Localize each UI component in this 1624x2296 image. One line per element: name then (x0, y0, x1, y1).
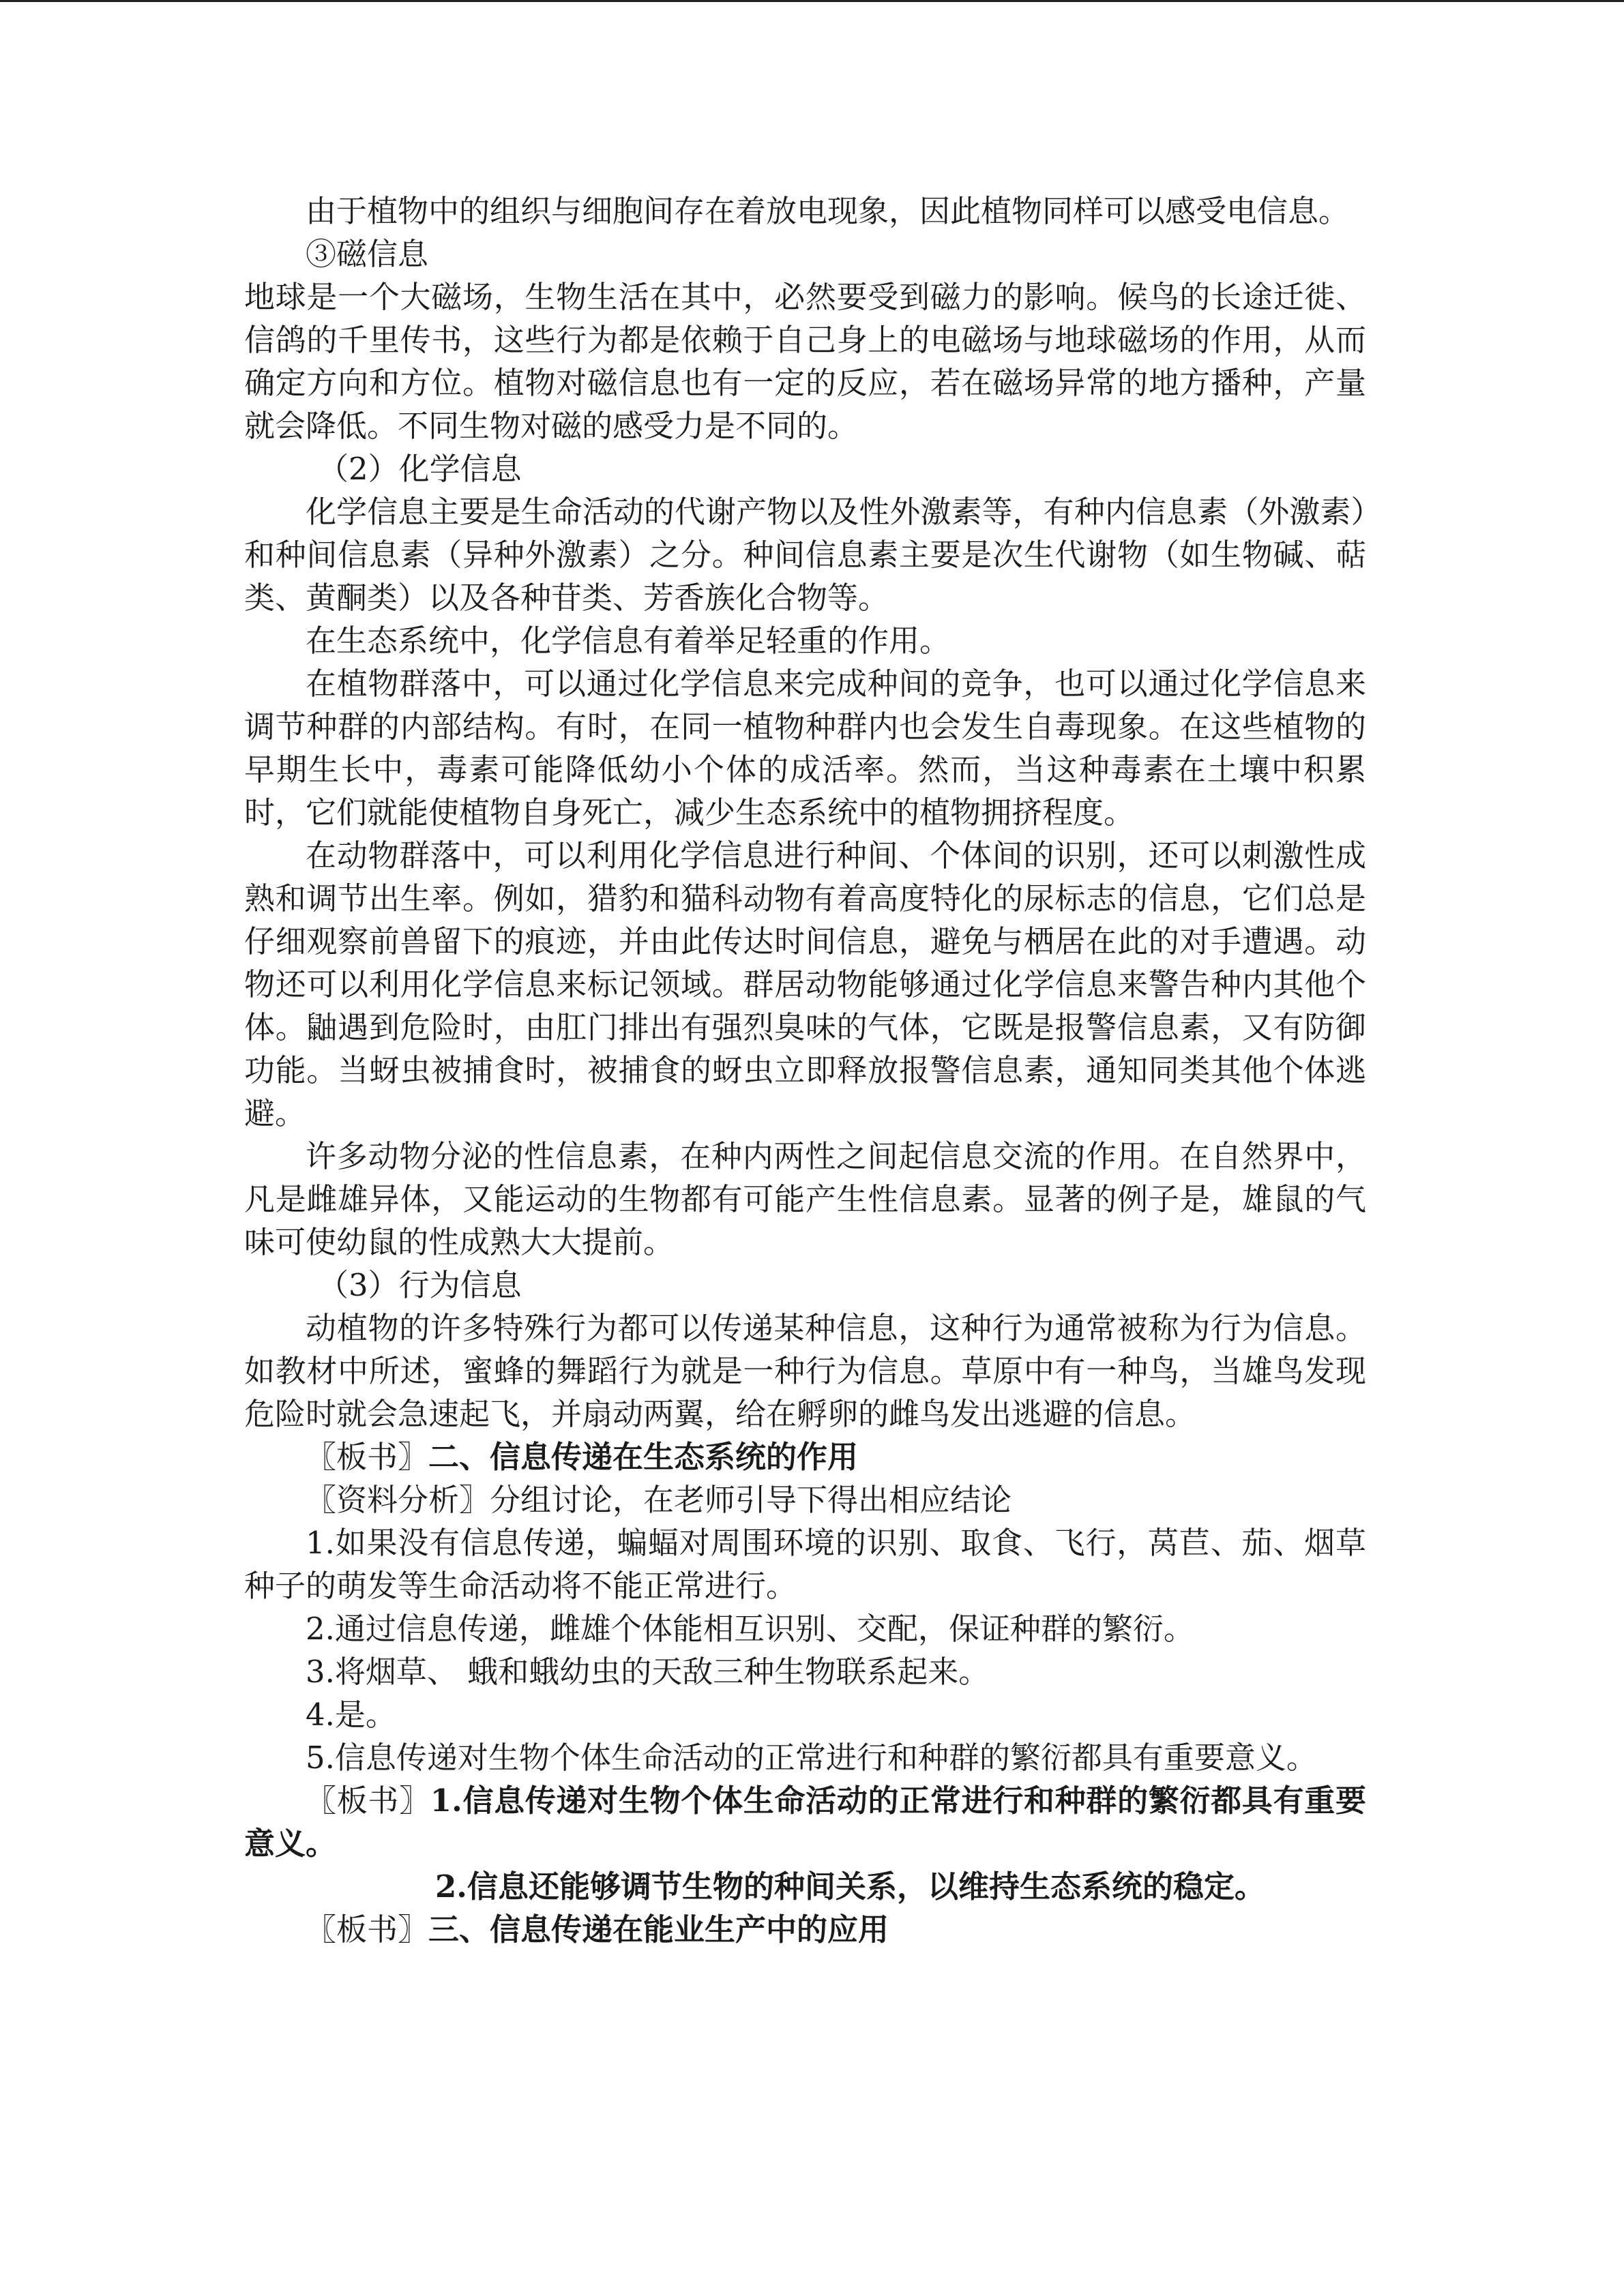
paragraph-chemical-role: 在生态系统中，化学信息有着举足轻重的作用。 (306, 623, 951, 659)
heading-chemical-info: （2）化学信息 (318, 451, 522, 487)
material-analysis (244, 1478, 1366, 1521)
answer-item: 4.是。 (306, 1697, 396, 1733)
board-label: 〖板书〗 (306, 1439, 429, 1475)
answer-item: 1.如果没有信息传递，蝙蝠对周围环境的识别、取食、飞行，莴苣、茄、烟草种子的萌发等生命活动将不能正常进行。 (244, 1525, 1366, 1604)
answer-item: 2.通过信息传递，雌雄个体能相互识别、交配，保证种群的繁衍。 (306, 1611, 1194, 1647)
material-analysis-label: 〖资料分析〗 (306, 1482, 490, 1518)
board-heading-application-text: 三、信息传递在能业生产中的应用 (428, 1911, 889, 1948)
board-label: 〖板书〗 (306, 1911, 429, 1948)
board-summary-point-1-text: 1.信息传递对生物个体生命活动的正常进行和种群的繁衍都具有重要意义。 (244, 1783, 1366, 1862)
answer-item: 5.信息传递对生物个体生命活动的正常进行和种群的繁衍都具有重要意义。 (306, 1740, 1317, 1776)
paragraph-electric-info: 由于植物中的组织与细胞间存在着放电现象，因此植物同样可以感受电信息。 (306, 193, 1350, 229)
board-heading-application (244, 1908, 1366, 1951)
paragraph-plant-community: 在植物群落中，可以通过化学信息来完成种间的竞争，也可以通过化学信息来调节种群的内部结构。有时，在同一植物种群内也会发生自毒现象。在这些植物的早期生长中，毒素可能降低幼小个体的成活率。然而，当这种毒素在土壤中积累时，它们就能使植物自身死亡，减少生态系统中的植物拥挤程度。 (244, 666, 1366, 831)
board-summary-point-1 (244, 1779, 1366, 1865)
board-label: 〖板书〗 (306, 1783, 430, 1819)
top-rule (0, 0, 1624, 2)
paragraph-sex-pheromone: 许多动物分泌的性信息素，在种内两性之间起信息交流的作用。在自然界中，凡是雌雄异体，又能运动的生物都有可能产生性信息素。显著的例子是，雄鼠的气味可使幼鼠的性成熟大大提前。 (244, 1138, 1366, 1260)
board-summary-point-2: 2.信息还能够调节生物的种间关系，以维持生态系统的稳定。 (435, 1868, 1265, 1905)
paragraph-animal-community: 在动物群落中，可以利用化学信息进行种间、个体间的识别，还可以刺激性成熟和调节出生率。例如，猎豹和猫科动物有着高度特化的尿标志的信息，它们总是仔细观察前兽留下的痕迹，并由此传达时间信息，避免与栖居在此的对手遭遇。动物还可以利用化学信息来标记领域。群居动物能够通过化学信息来警告种内其他个体。鼬遇到危险时，由肛门排出有强烈臭味的气体，它既是报警信息素，又有防御功能。当蚜虫被捕食时，被捕食的蚜虫立即释放报警信息素，通知同类其他个体逃避。 (244, 837, 1366, 1131)
material-analysis-text: 分组讨论，在老师引导下得出相应结论 (490, 1482, 1012, 1518)
heading-behavior-info: （3）行为信息 (318, 1267, 522, 1303)
paragraph-magnetic-info: 地球是一个大磁场，生物生活在其中，必然要受到磁力的影响。候鸟的长途迁徙、信鸽的千里传书，这些行为都是依赖于自己身上的电磁场与地球磁场的作用，从而确定方向和方位。植物对磁信息也有一定的反应，若在磁场异常的地方播种，产量就会降低。不同生物对磁的感受力是不同的。 (244, 279, 1366, 444)
answer-item: 3.将烟草、 蛾和蛾幼虫的天敌三种生物联系起来。 (306, 1654, 990, 1690)
board-heading-role-text: 二、信息传递在生态系统的作用 (428, 1439, 859, 1475)
heading-magnetic-info: ③磁信息 (306, 236, 429, 272)
board-heading-role (244, 1435, 1366, 1478)
document-body (244, 190, 1366, 1951)
paragraph-chemical-definition: 化学信息主要是生命活动的代谢产物以及性外激素等，有种内信息素（外激素）和种间信息素（异种外激素）之分。种间信息素主要是次生代谢物（如生物碱、萜类、黄酮类）以及各种苷类、芳香族化合物等。 (244, 494, 1366, 616)
paragraph-behavior-info: 动植物的许多特殊行为都可以传递某种信息，这种行为通常被称为行为信息。如教材中所述，蜜蜂的舞蹈行为就是一种行为信息。草原中有一种鸟，当雄鸟发现危险时就会急速起飞，并扇动两翼，给在孵卵的雌鸟发出逃避的信息。 (244, 1310, 1366, 1432)
